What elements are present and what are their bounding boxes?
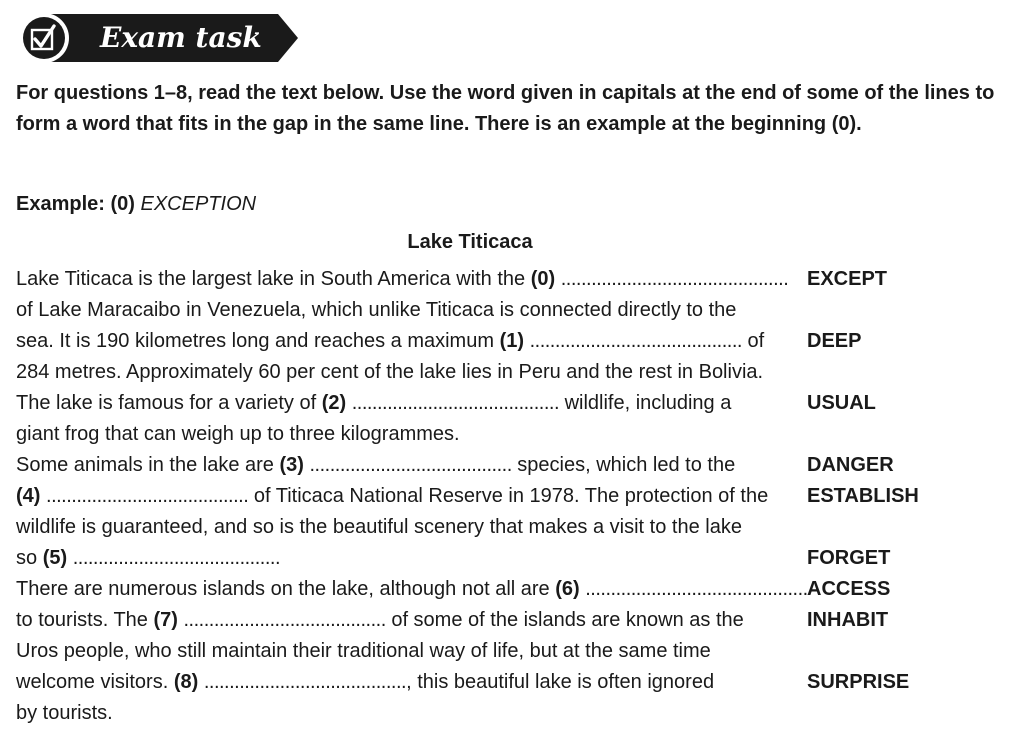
passage-line-text (16, 636, 711, 667)
passage-line-text (16, 264, 788, 295)
passage-text-segment: wildlife is guaranteed, and so is the beautiful scenery that makes a visit to the lake (16, 516, 742, 538)
passage-line-text (16, 326, 764, 357)
passage-line (16, 357, 1016, 388)
passage-text-segment: of (741, 330, 765, 352)
answer-gap: .......................................... (529, 330, 742, 352)
capitals-keyword: EXCEPT (807, 268, 888, 290)
example-answer: EXCEPTION (140, 193, 257, 215)
question-number: (6) (555, 578, 580, 600)
question-number: (5) (42, 547, 68, 569)
answer-gap: ............................................ (585, 578, 808, 600)
passage-text-segment: species, which led to the (511, 454, 736, 476)
answer-gap: ........................................ (46, 485, 249, 507)
capitals-keyword: SURPRISE (807, 671, 910, 693)
capitals-keyword: FORGET (807, 547, 891, 569)
capitals-keyword: USUAL (807, 392, 876, 414)
capitals-keyword: DEEP (807, 330, 862, 352)
passage-line (16, 543, 1016, 574)
question-number: (1) (499, 330, 525, 352)
answer-gap: ......................................... (351, 392, 560, 414)
passage-text-segment: , this beautiful lake is often ignored (406, 671, 715, 693)
passage-text-segment: by tourists. (16, 702, 113, 724)
passage-line-text (16, 543, 281, 574)
passage-text-segment: Some animals in the lake are (16, 454, 280, 476)
passage (16, 264, 1016, 729)
answer-gap: ........................................ (72, 547, 275, 569)
passage-line-text (16, 481, 768, 512)
answer-gap: ........................................ (203, 671, 407, 693)
passage-line (16, 295, 1016, 326)
passage-line (16, 512, 1016, 543)
passage-text-segment: Lake Titicaca is the largest lake in South America with the (16, 268, 531, 290)
passage-line (16, 419, 1016, 450)
question-number: (2) (321, 392, 347, 414)
passage-line-text (16, 295, 736, 326)
passage-line-text (16, 388, 731, 419)
passage-text-segment: so (16, 547, 43, 569)
passage-text-segment: of some of the islands are known as the (385, 609, 744, 631)
passage-line (16, 388, 1016, 419)
passage-text-segment: of Titicaca National Reserve in 1978. The protection of the (248, 485, 769, 507)
checkbox-icon (16, 12, 72, 64)
passage-text-segment: There are numerous islands on the lake, although not all are (16, 578, 556, 600)
passage-line (16, 326, 1016, 357)
passage-text-segment: welcome visitors. (16, 671, 174, 693)
passage-line (16, 667, 1016, 698)
passage-text-segment: wildlife, including a (559, 392, 732, 414)
passage-text-segment: giant frog that can weigh up to three kilogrammes. (16, 423, 460, 445)
example-label: Example: (0) (16, 193, 135, 215)
passage-text-segment: of Lake Maracaibo in Venezuela, which unlike Titicaca is connected directly to the (16, 299, 737, 321)
passage-line-text (16, 574, 808, 605)
answer-gap: ........................................ (183, 609, 386, 631)
passage-line-text (16, 512, 742, 543)
capitals-keyword: INHABIT (807, 609, 889, 631)
instructions-text: For questions 1–8, read the text below. Use the word given in capitals at the end of some of the lines to form a word that fits in the gap in the same line. There is an example at the beginning (0). (16, 82, 995, 135)
example-line (16, 189, 256, 219)
passage-line-text (16, 419, 460, 450)
passage-text-segment: The lake is famous for a variety of (16, 392, 322, 414)
passage-line-text (16, 698, 113, 729)
passage-text-segment: to tourists. The (16, 609, 154, 631)
capitals-keyword: ACCESS (807, 578, 891, 600)
passage-line (16, 698, 1016, 729)
passage-line-text (16, 357, 763, 388)
passage-text-segment: sea. It is 190 kilometres long and reaches a maximum (16, 330, 500, 352)
passage-line-text (16, 605, 744, 636)
answer-gap: ........................................ (309, 454, 512, 476)
question-number: (0) (530, 268, 556, 290)
text-title: Lake Titicaca (407, 231, 533, 253)
capitals-keyword: DANGER (807, 454, 894, 476)
question-number: (7) (153, 609, 178, 631)
passage-line (16, 264, 1016, 295)
passage-line (16, 450, 1016, 481)
question-number: (3) (279, 454, 304, 476)
passage-text-segment: . (274, 547, 281, 569)
question-number: (8) (173, 671, 199, 693)
passage-line (16, 636, 1016, 667)
passage-line (16, 481, 1016, 512)
passage-line-text (16, 450, 735, 481)
passage-text-segment: 284 metres. Approximately 60 per cent of the lake lies in Peru and the rest in Bolivia. (16, 361, 764, 383)
question-number: (4) (16, 485, 41, 507)
exam-task-banner (16, 12, 298, 64)
passage-line-text (16, 667, 714, 698)
banner-title: Exam task (100, 21, 262, 54)
passage-line (16, 605, 1016, 636)
passage-line (16, 574, 1016, 605)
answer-gap: ............................................. (560, 268, 789, 290)
passage-text-segment: Uros people, who still maintain their traditional way of life, but at the same time (16, 640, 711, 662)
capitals-keyword: ESTABLISH (807, 485, 919, 507)
